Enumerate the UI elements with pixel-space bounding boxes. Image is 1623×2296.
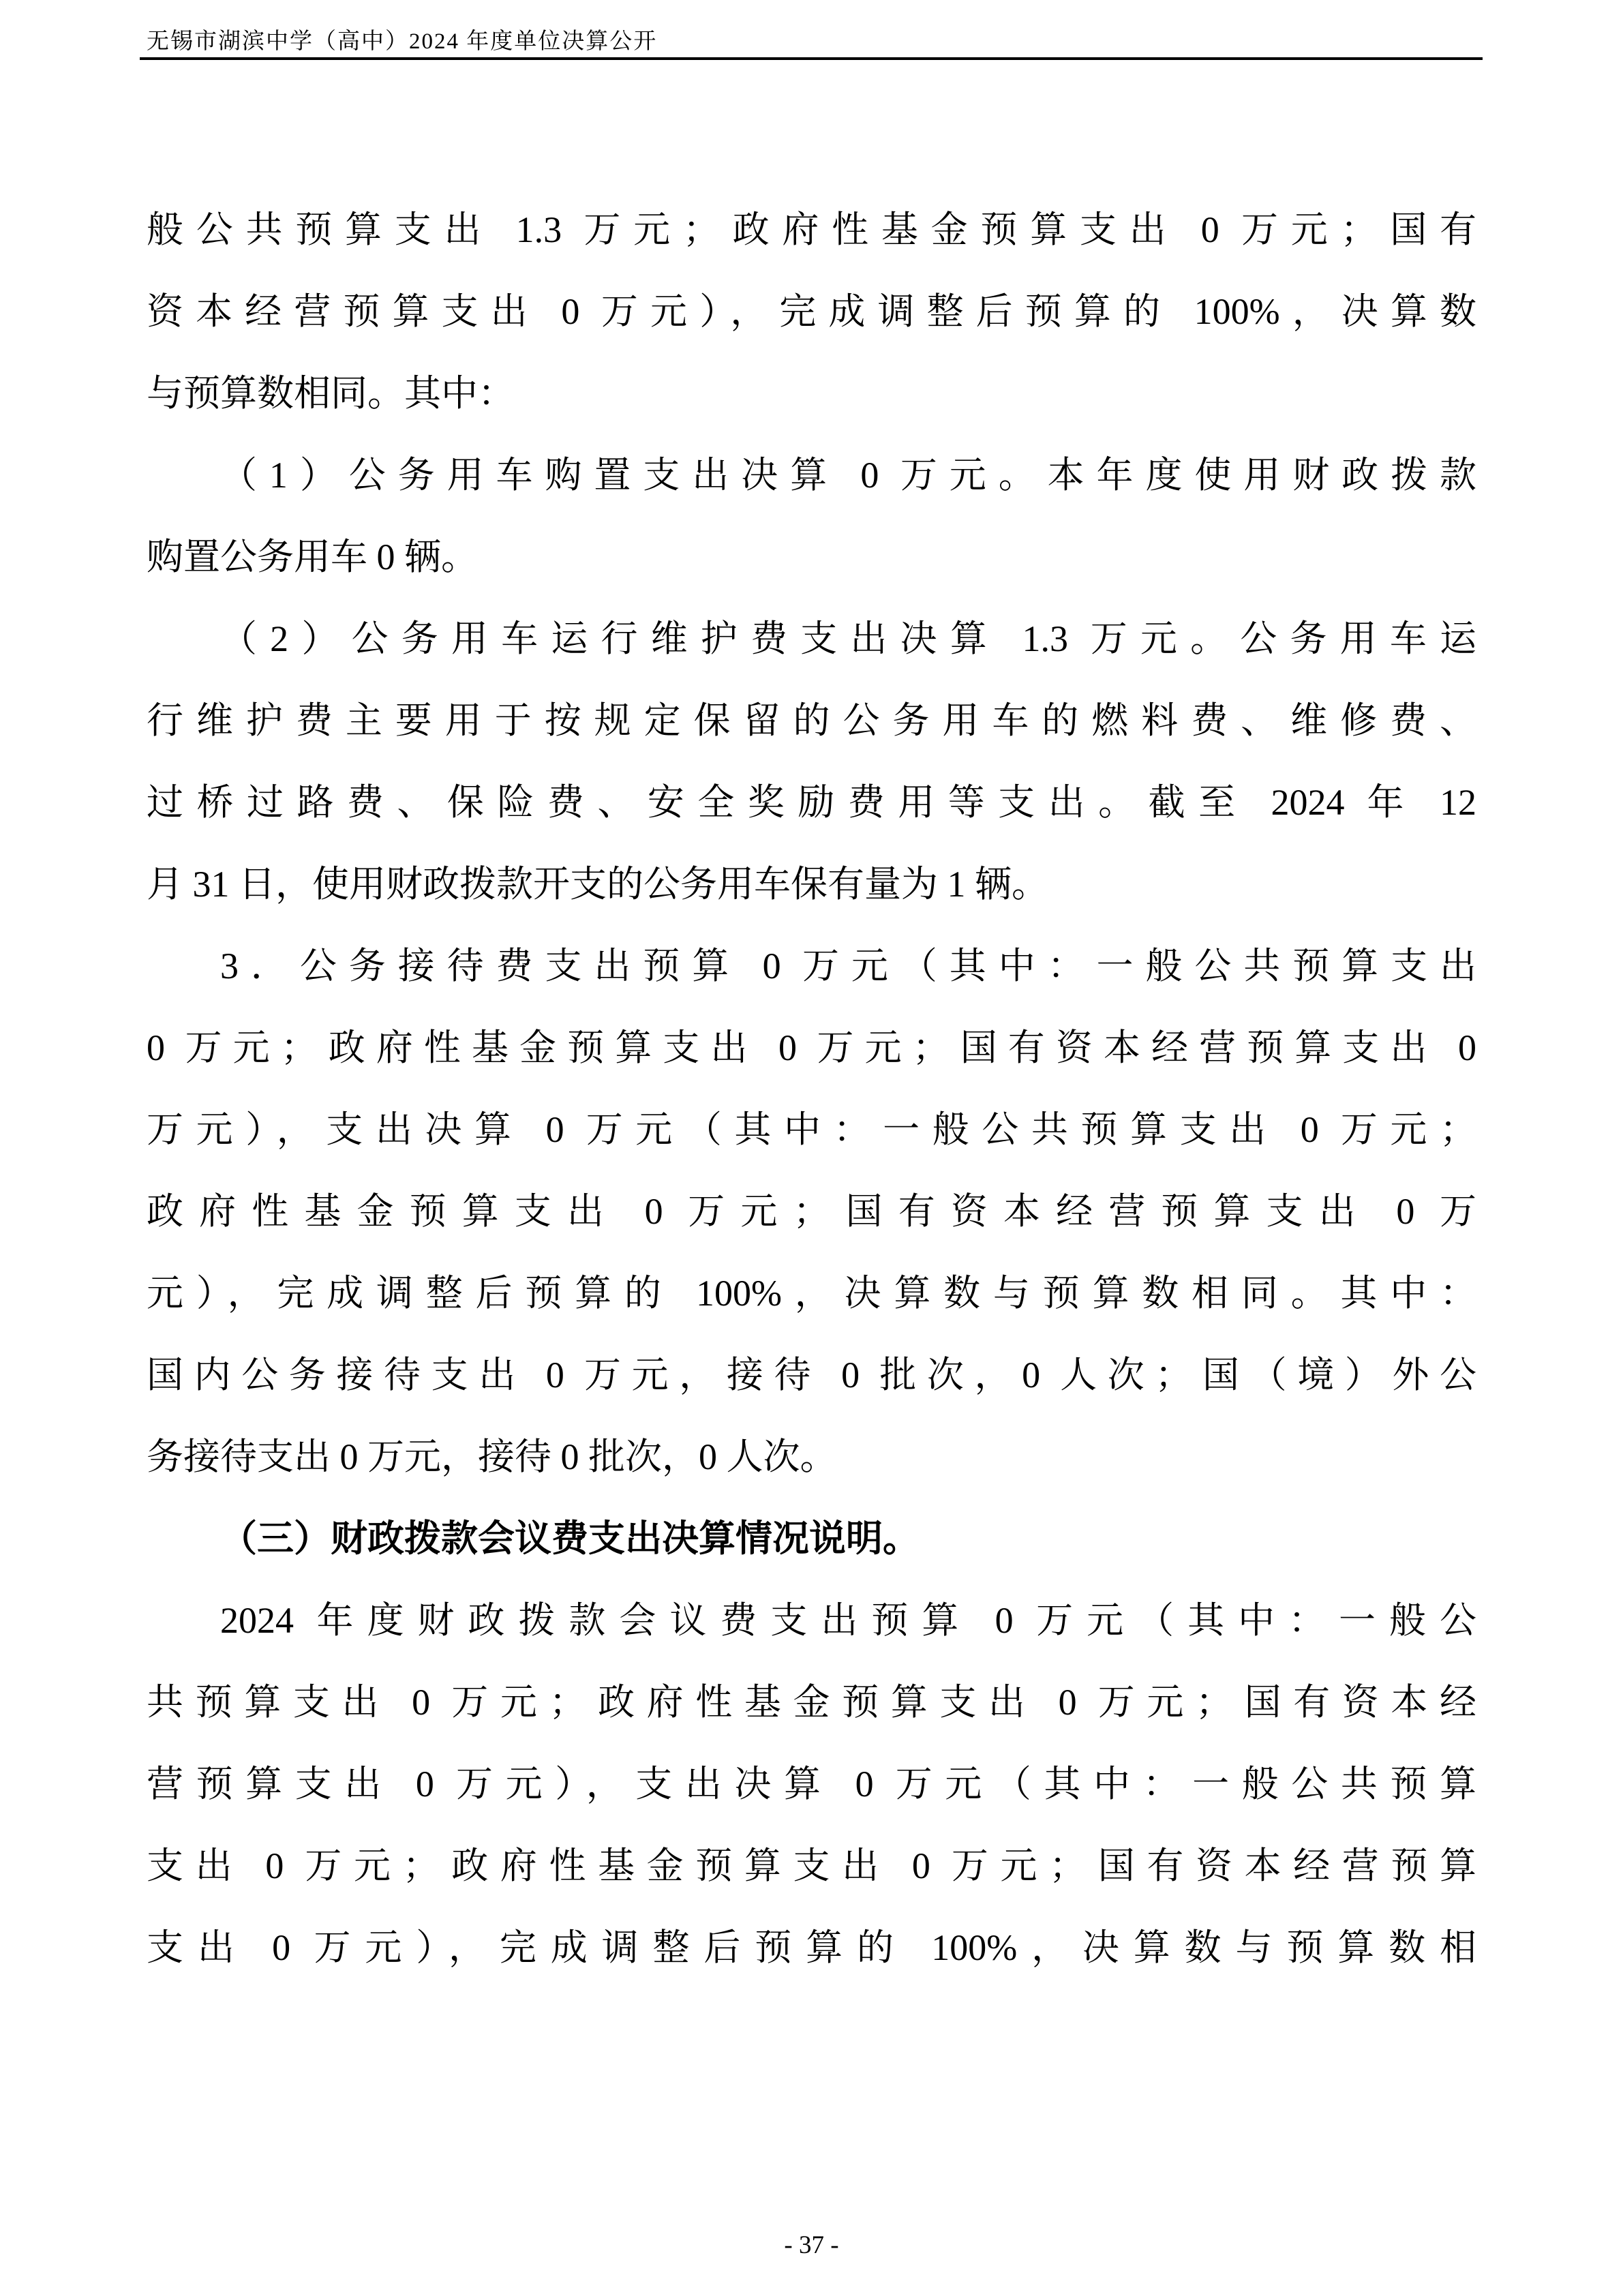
body-line: 资本经营预算支出 0 万元），完成调整后预算的 100%，决算数 [147, 291, 1476, 332]
section-heading: （三）财政拨款会议费支出决算情况说明。 [220, 1518, 920, 1559]
body-line: （2）公务用车运行维护费支出决算 1.3 万元。公务用车运 [220, 618, 1476, 659]
body-line: 务接待支出 0 万元，接待 0 批次，0 人次。 [147, 1436, 837, 1477]
body-line: 营预算支出 0 万元），支出决算 0 万元（其中：一般公共预算 [147, 1764, 1476, 1804]
document-body [147, 189, 1476, 1989]
body-line: 3．公务接待费支出预算 0 万元（其中：一般公共预算支出 [220, 946, 1476, 986]
body-line: 般公共预算支出 1.3 万元；政府性基金预算支出 0 万元；国有 [147, 209, 1476, 250]
body-line: 支出 0 万元），完成调整后预算的 100%，决算数与预算数相 [147, 1927, 1476, 1968]
body-line: 行维护费主要用于按规定保留的公务用车的燃料费、维修费、 [147, 700, 1476, 741]
page-header-title: 无锡市湖滨中学（高中）2024 年度单位决算公开 [147, 29, 658, 54]
header-rule [140, 57, 1483, 60]
body-line: 共预算支出 0 万元；政府性基金预算支出 0 万元；国有资本经 [147, 1682, 1476, 1723]
body-line: 2024 年度财政拨款会议费支出预算 0 万元（其中：一般公 [220, 1600, 1476, 1641]
body-line: 支出 0 万元；政府性基金预算支出 0 万元；国有资本经营预算 [147, 1845, 1476, 1886]
body-line: （1）公务用车购置支出决算 0 万元。本年度使用财政拨款 [220, 455, 1476, 496]
body-line: 月 31 日，使用财政拨款开支的公务用车保有量为 1 辆。 [147, 864, 1048, 905]
page-number: - 37 - [784, 2231, 839, 2259]
body-line: 国内公务接待支出 0 万元，接待 0 批次，0 人次；国（境）外公 [147, 1355, 1476, 1395]
body-line: 购置公务用车 0 辆。 [147, 537, 478, 577]
body-line: 元），完成调整后预算的 100%，决算数与预算数相同。其中： [147, 1273, 1476, 1314]
body-line: 政府性基金预算支出 0 万元；国有资本经营预算支出 0 万 [147, 1191, 1476, 1232]
body-line: 0 万元；政府性基金预算支出 0 万元；国有资本经营预算支出 0 [147, 1027, 1476, 1068]
body-line: 过桥过路费、保险费、安全奖励费用等支出。截至 2024 年 12 [147, 782, 1476, 823]
body-line: 与预算数相同。其中： [147, 373, 515, 414]
body-line: 万元），支出决算 0 万元（其中：一般公共预算支出 0 万元； [147, 1109, 1476, 1150]
